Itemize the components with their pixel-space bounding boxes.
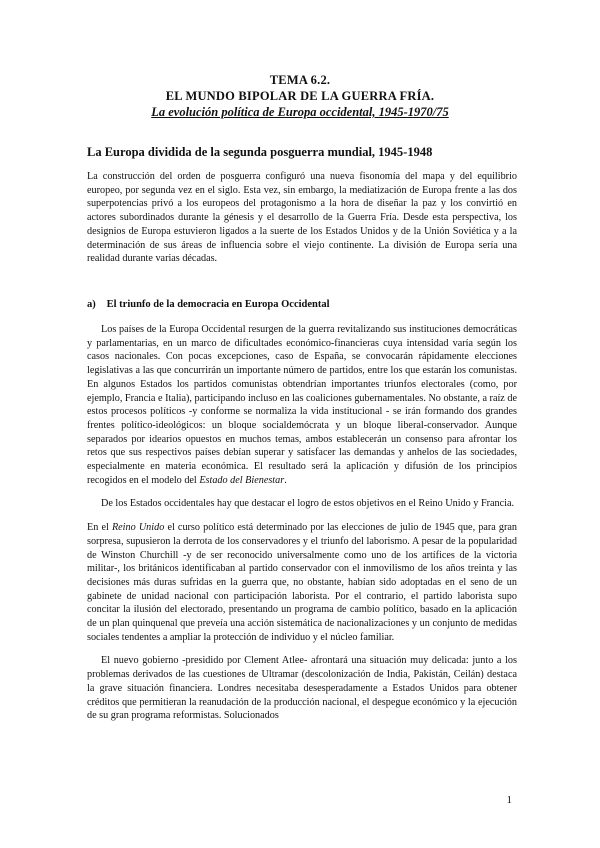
subsection-title: El triunfo de la democracia en Europa Occidental [106,299,330,310]
document-subtitle: La evolución política de Europa occidental, 1945-1970/75 [151,105,449,119]
reino-unido-term: Reino Unido [111,522,165,534]
section-heading-block [87,144,517,160]
page-number: 1 [506,794,512,806]
document-title: EL MUNDO BIPOLAR DE LA GUERRA FRÍA. [165,89,435,103]
paragraph-3 [87,521,517,644]
estado-bienestar-term: Estado del Bienestar [199,474,285,486]
subsection-heading-block [87,298,517,312]
paragraph-3-text: el curso político está determinado por las elecciones de julio de 1945 que, para gran sorpresa, supusieron la derrota de los conservadores y el triunfo del laborismo. A pesar de la popularidad de Winston Churchill -y de ser reconocido universalmente como uno de los artífices de la victoria militar-, los británicos identificaban al partido conservador con el inmovilismo de los años treinta y las decisiones más duras sufridas en la guerra que, no obstante, habían sido adoptadas en el seno de un gabinete de unidad nacional con participación laborista. Por el contrario, el partido laborista supo concitar la ilusión del electorado, presentando un programa de cambio político, basado en la aplicación de un plan quinquenal que preveía una acción sistemática de nacionalizaciones y un conjunto de medidas sociales tendentes a ampliar la protección de individuo y el núcleo familiar. [87,522,518,643]
paragraph-2: De los Estados occidentales hay que destacar el logro de estos objetivos en el Reino Unido y Francia. [101,498,515,510]
subsection-body [87,323,517,723]
paragraph-1-text: Los países de la Europa Occidental resurgen de la guerra revitalizando sus instituciones democráticas y parlamentarias, en un marco de dificultades económico-financieras cuya intensidad varía según los casos nacionales. Con pocas excepciones, caso de España, se convocarán rápidamente elecciones legislativas a las que concurrirán un importante número de partidos, entre los que estarán los comunistas. En algunos Estados los partidos comunistas obtendrían importantes triunfos electorales (como, por ejemplo, Francia e Italia), participando incluso en las coaliciones gubernamentales. No obstante, a raíz de estos procesos políticos -y conforme se normaliza la vida institucional - se irán formando dos grandes frentes político-ideológicos: un bloque socialdemócrata y un bloque liberal-conservador. Aunque separados por idearios opuestos en muchos temas, ambos establecerán un consenso para afrontar los retos que sus respectivos países debían superar y satisfacer las demandas y anhelos de las sociedades, especialmente en materia económica. El resultado será la aplicación y difusión de los principios recogidos en el modelo del [87,324,517,486]
paragraph-1-end: . [284,474,287,486]
paragraph-3-start: En el [87,522,109,534]
section-intro-paragraph: La construcción del orden de posguerra configuró una nueva fisonomía del mapa y del equilibrio europeo, por segunda vez en el siglo. Esta vez, sin embargo, la mediatización de Europa frente a las dos superpotencias privó a los europeos del protagonismo a la hora de diseñar la paz y los convirtió en actores subordinados durante la génesis y el desarrollo de la Guerra Fría. Desde esta perspectiva, los designios de Europa estuvieron ligados a la suerte de los Estados Unidos y de la Unión Soviética y a la determinación de sus áreas de influencia sobre el viejo continente. La división de Europa sería una realidad durante varias décadas. [87,171,517,265]
paragraph-1 [87,323,517,487]
document-title-block [0,72,600,120]
topic-number: TEMA 6.2. [269,73,331,87]
subsection-heading [87,298,517,312]
paragraph-4: El nuevo gobierno -presidido por Clement Atlee- afrontará una situación muy delicada: junto a los problemas derivados de las cuestiones de Ultramar (descolonización de India, Pakistán, Ceilán) destaca la grave situación financiera. Londres necesitaba desesperadamente a Estados Unidos para obtener créditos que permitieran la reanudación de la producción nacional, el despegue económico y la ejecución de su gran programa reformistas. Solucionados [87,655,517,722]
subsection-label: a) [87,299,96,310]
section-intro-block [87,170,517,266]
section-heading: La Europa dividida de la segunda posguerra mundial, 1945-1948 [87,145,433,159]
